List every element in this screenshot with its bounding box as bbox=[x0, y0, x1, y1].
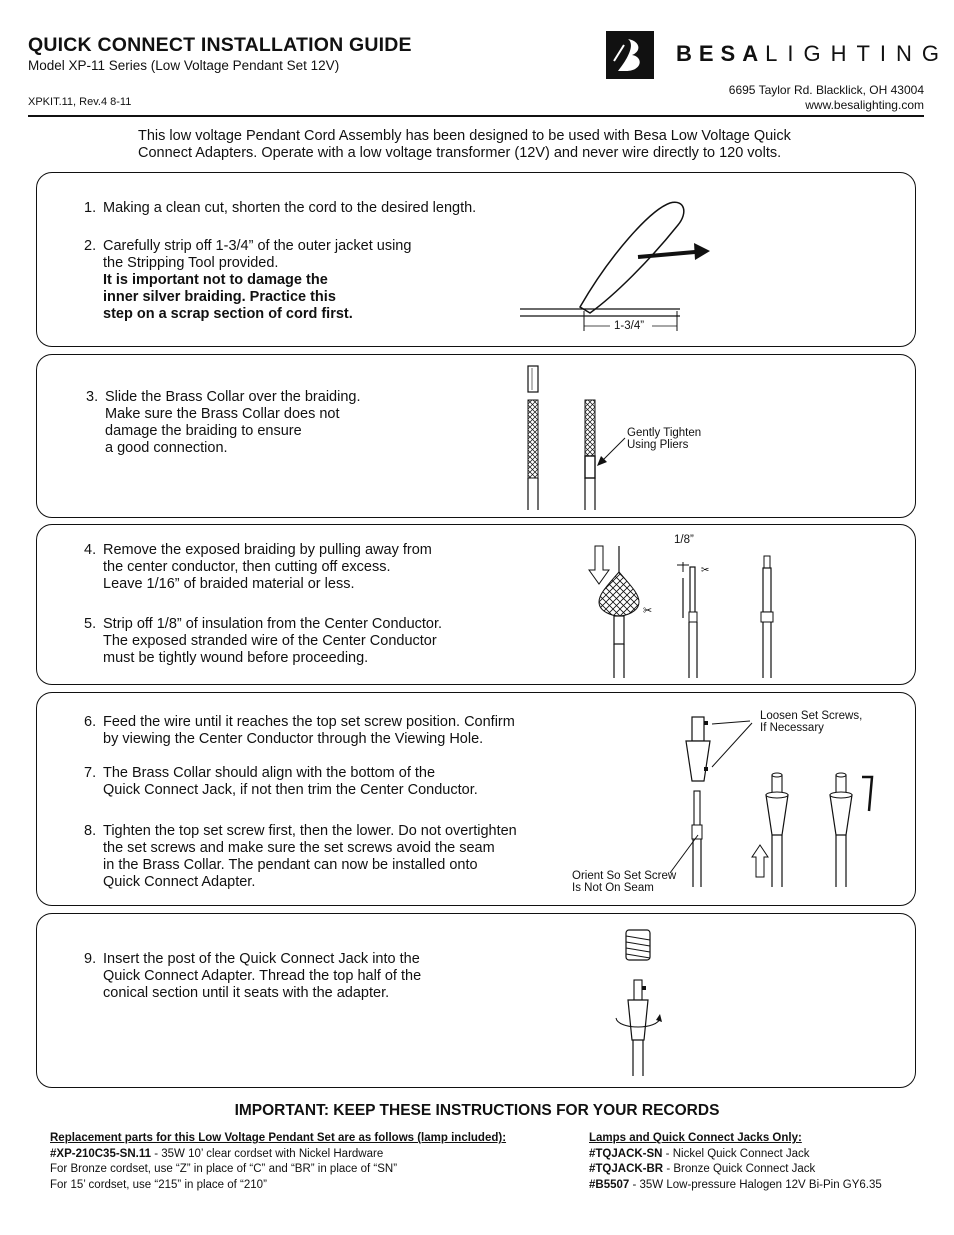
adapter-install-illustration bbox=[604, 920, 674, 1080]
step-4: 4. Remove the exposed braiding by pulling away from the center conductor, then cutting off excess. Leave 1/16” of braided material or less. bbox=[84, 542, 432, 592]
braid-removal-illustration bbox=[585, 532, 785, 680]
intro-text: This low voltage Pendant Cord Assembly has been designed to be used with Besa Low Voltage Quick Connect Adapters. Operate with a low voltage transformer (12V) and never wire directly to 120 volts. bbox=[138, 128, 791, 161]
besa-logo-icon bbox=[606, 31, 654, 79]
replacement-parts: Replacement parts for this Low Voltage Pendant Set are as follows (lamp included): #XP-210C35-SN.11 - 35W 10’ clear cordset with Nickel Hardware For Bronze cordset, use “Z” in place of “C” and “BR” in place of “SN” For 15’ cordset, use “215” in place of “210” bbox=[50, 1132, 507, 1191]
company-address: 6695 Taylor Rd. Blacklick, OH 43004 www.besalighting.com bbox=[728, 83, 924, 112]
quick-connect-jack-illustration bbox=[640, 705, 890, 900]
step-3: 3. Slide the Brass Collar over the braiding. Make sure the Brass Collar does not damage the braiding to ensure a good connection. bbox=[86, 389, 361, 456]
step-2: 2. Carefully strip off 1-3/4” of the outer jacket using the Stripping Tool provided. It is important not to damage the inner silver braiding. Practice this step on a scrap section of cord first. bbox=[84, 238, 412, 322]
important-notice: IMPORTANT: KEEP THESE INSTRUCTIONS FOR YOUR RECORDS bbox=[234, 1102, 720, 1119]
step-7: 7. The Brass Collar should align with the bottom of the Quick Connect Jack, if not then trim the Center Conductor. bbox=[84, 765, 478, 798]
step-9: 9. Insert the post of the Quick Connect Jack into the Quick Connect Adapter. Thread the top half of the conical section until it seats with the adapter. bbox=[84, 951, 422, 1001]
list-item: #TQJACK-SN - Nickel Quick Connect Jack bbox=[589, 1147, 810, 1160]
stripping-tool-illustration bbox=[510, 195, 720, 340]
tighten-callout: Gently Tighten Using Pliers bbox=[627, 427, 702, 451]
step-5: 5. Strip off 1/8” of insulation from the Center Conductor. The exposed stranded wire of the Center Conductor must be tightly wound before proceeding. bbox=[84, 616, 443, 666]
step-8: 8. Tighten the top set screw first, then the lower. Do not overtighten the set screws and make sure the set screws avoid the seam in the Brass Collar. The pendant can now be installed onto Quick Connect Adapter. bbox=[84, 823, 517, 890]
lamps-and-jacks: Lamps and Quick Connect Jacks Only: #TQJACK-SN - Nickel Quick Connect Jack #TQJACK-BR - Bronze Quick Connect Jack #B5507 - 35W Low-pressure Halogen 12V Bi-Pin GY6.35 bbox=[589, 1131, 882, 1193]
revision-code: XPKIT.11, Rev.4 8-11 bbox=[28, 96, 132, 108]
svg-text:✂: ✂ bbox=[643, 604, 653, 617]
loosen-callout: Loosen Set Screws, If Necessary bbox=[760, 710, 863, 734]
brand-name: BESALIGHTING bbox=[676, 41, 950, 66]
page-title: QUICK CONNECT INSTALLATION GUIDE bbox=[28, 34, 412, 56]
header-rule bbox=[28, 115, 924, 117]
model-subtitle: Model XP-11 Series (Low Voltage Pendant Set 12V) bbox=[28, 58, 340, 73]
list-item: #TQJACK-BR - Bronze Quick Connect Jack bbox=[589, 1163, 816, 1175]
svg-text:✂: ✂ bbox=[701, 565, 710, 576]
step-6: 6. Feed the wire until it reaches the top set screw position. Confirm by viewing the Center Conductor through the Viewing Hole. bbox=[84, 714, 515, 747]
website-link[interactable]: www.besalighting.com bbox=[805, 97, 924, 112]
strip-length-label: 1-3/4” bbox=[614, 320, 645, 332]
list-item: #B5507 - 35W Low-pressure Halogen 12V Bi-Pin GY6.35 bbox=[589, 1178, 882, 1191]
orient-callout: Orient So Set Screw Is Not On Seam bbox=[572, 870, 677, 894]
brass-collar-illustration bbox=[515, 362, 635, 512]
eighth-inch-label: 1/8” bbox=[674, 534, 694, 546]
